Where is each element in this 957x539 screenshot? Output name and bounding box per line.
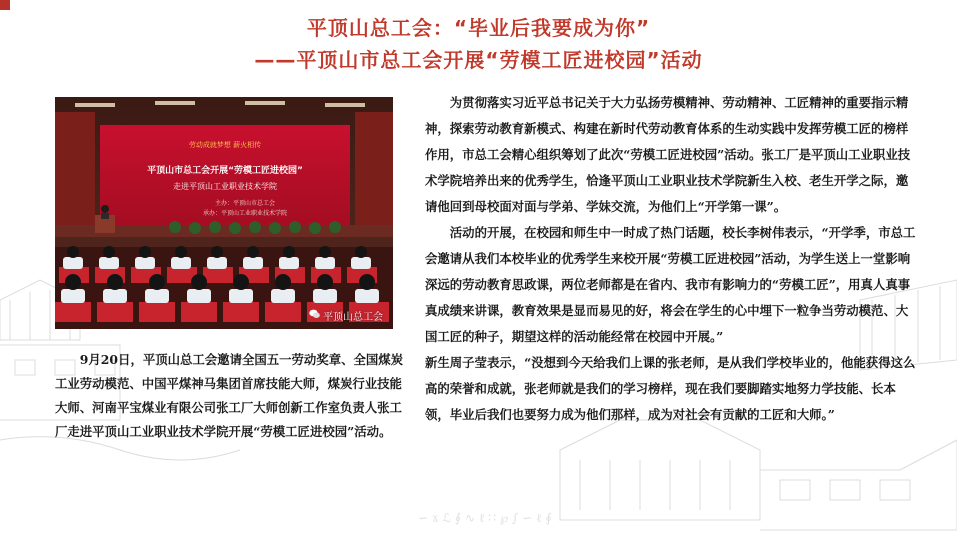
banner-line2: 走进平顶山工业职业技术学院 <box>173 182 277 191</box>
banner-small-text: 劳动成就梦想 薪火相传 <box>188 141 262 149</box>
photo-caption: 9月20日，平顶山总工会邀请全国五一劳动奖章、全国煤炭工业劳动模范、中国平煤神马集团首席技能大师，煤炭行业技能大师、河南平宝煤业有限公司张工厂大师创新工作室负责人张工厂走进平顶山工业职业技术学院开展“劳模工匠进校园”活动。 <box>55 352 404 439</box>
event-photo <box>55 97 393 329</box>
article-paragraph: 为贯彻落实习近平总书记关于大力弘扬劳模精神、劳动精神、工匠精神的重要指示精神，探索劳动教育新模式、构建在新时代劳动教育体系的生动实践中发挥劳模工匠的榜样作用，市总工会精心组织筹划了此次“劳模工匠进校园”活动。张工厂是平顶山工业职业技术学院培养出来的优秀学生，恰逢平顶山工业职业技术学院新生入校、老生开学之际，邀请他回到母校面对面与学弟、学妹交流，为他们上“开学第一课”。 <box>425 95 911 214</box>
svg-text:∽ ɤ ℒ ∮ ∿ ℓ ∷ ℘ ∫ ∽ ℓ ∮: ∽ ɤ ℒ ∮ ∿ ℓ ∷ ℘ ∫ ∽ ℓ ∮ <box>418 511 552 525</box>
event-photo-illustration <box>55 97 393 329</box>
watermark-text: 平顶山总工会 <box>323 312 383 323</box>
page-title: 平顶山总工会：“毕业后我要成为你” <box>306 16 651 40</box>
article-body <box>425 90 917 428</box>
banner-line1: 平顶山市总工会开展“劳模工匠进校园” <box>147 166 303 176</box>
article-paragraph: 活动的开展，在校园和师生中一时成了热门话题，校长李树伟表示，“开学季，市总工会邀请从我们本校毕业的优秀学生来校开展“劳模工匠进校园”活动，为学生送上一堂影响深远的劳动教育思政课，两位老师都是在省内、我市有影响力的“劳模工匠”，用真人真事真成绩来讲课，教育效果是显而易见的好，将会在学生的心中埋下一粒争当劳动模范、大国工匠的种子，期望这样的活动能经常在校园中开展。” <box>425 225 916 344</box>
photo-watermark <box>309 308 383 323</box>
wechat-icon <box>309 309 320 322</box>
host-line1: 主办：平顶山市总工会 <box>214 200 276 207</box>
host-line2: 承办：平顶山工业职业技术学院 <box>202 210 288 217</box>
page-subtitle: ——平顶山市总工会开展“劳模工匠进校园”活动 <box>254 48 703 72</box>
article-paragraph: 新生周子莹表示，“没想到今天给我们上课的张老师，是从我们学校毕业的，他能获得这么高的荣誉和成就，张老师就是我们的学习榜样，现在我们要脚踏实地努力学技能、长本领，毕业后我们也要努力成为他们那样，成为对社会有贡献的工匠和大师。” <box>425 355 916 422</box>
corner-accent <box>0 0 10 10</box>
